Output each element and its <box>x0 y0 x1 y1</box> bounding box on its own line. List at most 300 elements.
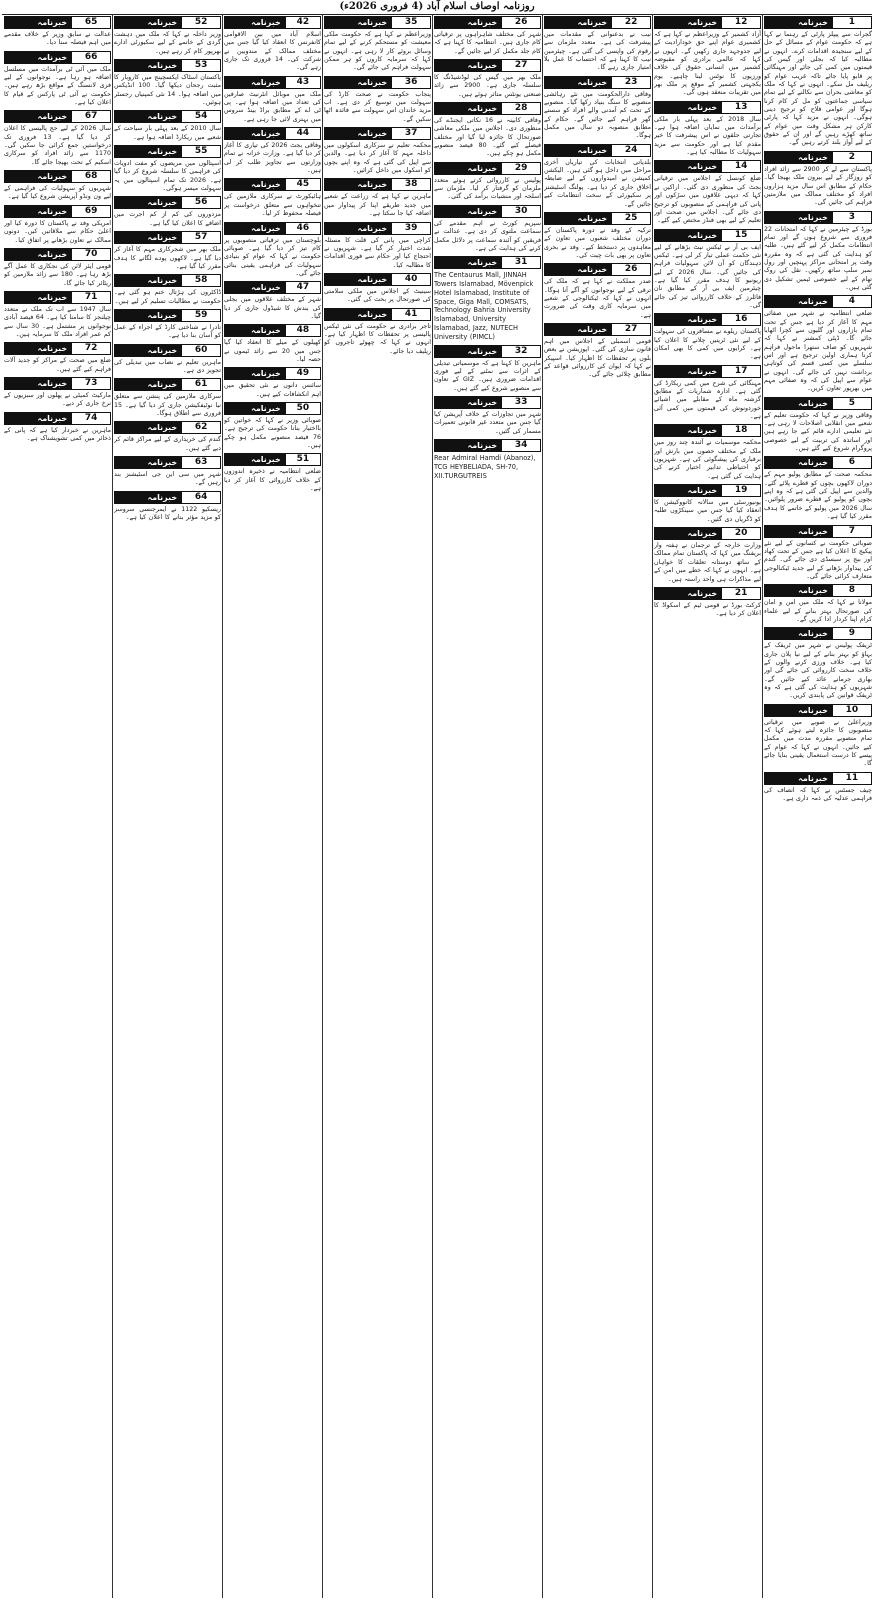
section-badge <box>545 264 612 275</box>
news-item-header <box>654 16 761 29</box>
section-label: خبرنامہ <box>687 230 718 240</box>
section-badge <box>655 230 722 241</box>
news-item <box>544 212 651 260</box>
section-label: خبرنامہ <box>147 457 178 467</box>
section-label: خبرنامہ <box>467 346 498 356</box>
news-item-body: گندم کی خریداری کے لیے مراکز قائم کر دیے گئے ہیں۔ <box>114 436 221 452</box>
news-item-number: 68 <box>72 171 110 182</box>
section-label: خبرنامہ <box>687 529 718 539</box>
section-badge <box>115 422 182 433</box>
news-item-body: اسپتالوں میں مریضوں کو مفت ادویات کی فراہمی کا سلسلہ شروع کر دیا گیا ہے۔ 2026 تک تمام اسپتالوں میں یہ سہولت میسر ہوگی۔ <box>114 160 221 193</box>
section-label: خبرنامہ <box>577 145 608 155</box>
news-item-number: 8 <box>833 585 871 596</box>
news-item-number: 56 <box>182 197 220 208</box>
news-item-number: 74 <box>72 413 110 424</box>
news-item-number: 71 <box>72 292 110 303</box>
section-label: خبرنامہ <box>37 172 68 182</box>
news-item-body: ملک بھر میں شجرکاری مہم کا آغاز کر دیا گیا ہے۔ لاکھوں پودے لگانے کا ہدف مقرر کیا گیا ہے۔ <box>114 246 221 270</box>
section-label: خبرنامہ <box>147 276 178 286</box>
news-item-number: 39 <box>392 223 430 234</box>
news-item-body: مہنگائی کی شرح میں کمی ریکارڈ کی گئی ہے۔ ادارہ شماریات کے مطابق گزشتہ ماہ کے مقابلے میں اشیائے خوردونوش کی قیمتوں میں کمی آئی ہے۔ <box>654 379 761 421</box>
news-item <box>114 421 221 453</box>
news-item-body: مارکیٹ کمیٹی نے پھلوں اور سبزیوں کے نرخ جاری کر دیے۔ <box>4 391 111 408</box>
news-item-header <box>114 274 221 287</box>
news-item-body: سپریم کورٹ نے اہم مقدمے کی سماعت ملتوی کر دی ہے۔ عدالت نے فریقین کو آئندہ سماعت پر دلائل مکمل کرنے کی ہدایت کی ہے۔ <box>434 219 541 252</box>
news-item-body: شہر میں تجاوزات کے خلاف آپریشن کیا گیا جس میں متعدد غیر قانونی تعمیرات مسمار کی گئیں۔ <box>434 410 541 435</box>
news-item-header <box>224 367 321 380</box>
news-item-number: 16 <box>722 314 760 325</box>
section-badge <box>225 368 286 379</box>
section-badge <box>765 526 833 537</box>
section-badge <box>655 485 722 496</box>
news-item-header <box>434 205 541 218</box>
news-item-header <box>224 453 321 466</box>
news-item-body: ضلع میں صحت کے مراکز کو جدید آلات فراہم کیے گئے ہیں۔ <box>4 357 111 373</box>
section-badge <box>765 296 833 307</box>
news-item-header <box>4 291 111 304</box>
news-item-body: آزاد کشمیر کے وزیراعظم نے کہا ہے کہ کشمیری عوام اپنے حق خودارادیت کے لیے جدوجہد جاری رکھیں گے۔ انہوں نے کہا کہ عالمی برادری کو مقبوضہ کشمیر میں انسانی حقوق کی خلاف ورزیوں کا نوٹس لینا چاہیے۔ یوم یکجہتی کشمیر کے موقع پر ملک بھر میں تقریبات منعقد ہوں گی۔ <box>654 31 761 97</box>
section-badge <box>655 161 722 172</box>
section-badge <box>545 145 612 156</box>
news-item-number: 24 <box>612 145 650 156</box>
news-item-body: بلوچستان میں ترقیاتی منصوبوں پر کام تیز کر دیا گیا ہے۔ صوبائی حکومت نے کہا کہ عوام کو بنیادی سہولیات کی فراہمی یقینی بنائی جائے گی۔ <box>224 236 321 277</box>
column-rule <box>542 14 543 1598</box>
news-item-header <box>434 345 541 358</box>
news-item-number: 33 <box>502 397 540 408</box>
news-item-header <box>224 127 321 140</box>
news-item-number: 67 <box>72 111 110 122</box>
news-item <box>654 484 761 524</box>
news-item <box>224 127 321 175</box>
news-item-body: مزدوروں کی کم از کم اجرت میں اضافے کا اعلان کیا گیا ہے۔ <box>114 211 221 227</box>
news-item <box>4 291 111 339</box>
news-item <box>764 211 872 293</box>
section-badge <box>325 223 392 234</box>
news-item-header <box>224 402 321 415</box>
news-item <box>654 101 761 158</box>
section-label: خبرنامہ <box>251 18 281 27</box>
section-label: خبرنامہ <box>687 486 718 496</box>
news-item-number: 43 <box>286 77 320 88</box>
news-item-body: وفاقی کابینہ نے 16 نکاتی ایجنڈے کی منظوری دی۔ اجلاس میں ملکی معاشی صورتحال کا جائزہ لیا گیا اور مختلف فیصلے کیے گئے۔ 80 فیصد منصوبے مکمل ہو چکے ہیں۔ <box>434 117 541 158</box>
news-item-body: ماہرین نے کہا ہے کہ زراعت کے شعبے میں جدید طریقے اپنا کر پیداوار میں اضافہ کیا جا سکتا ہے۔ <box>324 193 431 218</box>
section-badge <box>225 179 286 190</box>
news-item-body: ضلعی انتظامیہ نے ذخیرہ اندوزوں کے خلاف کارروائی کا آغاز کر دیا ہے۔ <box>224 468 321 493</box>
section-label: خبرنامہ <box>467 397 498 407</box>
section-badge <box>765 585 833 596</box>
news-item-header <box>224 222 321 235</box>
news-item-header <box>324 273 431 286</box>
news-item <box>324 127 431 175</box>
news-item-number: 34 <box>502 440 540 451</box>
news-item-header <box>114 344 221 357</box>
news-item-header <box>114 309 221 322</box>
news-item-header <box>114 231 221 244</box>
section-badge <box>765 705 833 716</box>
news-item <box>114 196 221 228</box>
news-item-body: تاجر برادری نے حکومت کی نئی ٹیکس پالیسی پر تحفظات کا اظہار کیا ہے۔ انہوں نے کہا کہ چھوٹے تاجروں کو ریلیف دیا جائے۔ <box>324 322 431 355</box>
news-item-body: پاکستان ریلوے نے مسافروں کی سہولت کے لیے نئی ٹرینیں چلانے کا اعلان کیا ہے۔ کرایوں میں کمی کا بھی امکان ہے۔ <box>654 328 761 361</box>
news-item-number: 21 <box>722 588 760 599</box>
section-badge <box>225 223 286 234</box>
news-item-body: سرکاری ملازمین کی پنشن سے متعلق نیا نوٹیفکیشن جاری کر دیا گیا ہے۔ 15 فروری سے اطلاق ہوگا۔ <box>114 393 221 417</box>
news-item <box>654 424 761 481</box>
news-item-body: نیب نے بدعنوانی کے مقدمات میں پیشرفت کی ہے۔ متعدد ملزمان سے رقوم کی واپسی کی گئی ہے۔ چیئرمین نیب کا کہنا ہے کہ احتساب کا عمل بلا امتیاز جاری رہے گا۔ <box>544 31 651 72</box>
section-label: خبرنامہ <box>798 705 828 715</box>
news-item <box>4 248 111 288</box>
news-item-number: 31 <box>502 257 540 268</box>
section-badge <box>765 773 833 784</box>
section-label: خبرنامہ <box>467 104 498 114</box>
news-item <box>224 324 321 364</box>
section-label: خبرنامہ <box>798 586 828 596</box>
section-badge <box>655 17 722 28</box>
section-badge <box>325 128 392 139</box>
news-item <box>434 102 541 159</box>
section-label: خبرنامہ <box>251 403 281 413</box>
news-item-number: 49 <box>286 368 320 379</box>
section-label: خبرنامہ <box>147 423 178 433</box>
news-item-header <box>654 160 761 173</box>
news-item-number: 20 <box>722 528 760 539</box>
news-item <box>764 704 872 769</box>
section-label: خبرنامہ <box>577 18 608 27</box>
section-label: خبرنامہ <box>357 18 388 27</box>
news-item <box>764 397 872 454</box>
section-label: خبرنامہ <box>687 18 718 27</box>
news-item-number: 4 <box>833 296 871 307</box>
news-item-number: 72 <box>72 343 110 354</box>
news-item <box>4 110 111 167</box>
news-item-number: 40 <box>392 274 430 285</box>
news-item <box>654 16 761 98</box>
section-badge <box>5 206 72 217</box>
section-label: خبرنامہ <box>251 77 281 87</box>
section-badge <box>655 528 722 539</box>
section-label: خبرنامہ <box>357 180 388 190</box>
news-item-body: ماہرین نے خبردار کیا ہے کہ پانی کے ذخائر میں کمی تشویشناک ہے۔ <box>4 426 111 442</box>
news-item-number: 46 <box>286 223 320 234</box>
news-item <box>654 527 761 584</box>
news-item-body: سال 2026 کے لیے حج پالیسی کا اعلان کر دیا گیا ہے۔ 13 فروری تک درخواستیں جمع کرائی جا سکیں گی۔ 1170 سے زائد افراد کو سرکاری اسکیم کے تحت بھیجا جائے گا۔ <box>4 125 111 166</box>
section-label: خبرنامہ <box>798 458 828 468</box>
news-item-header <box>324 16 431 29</box>
news-item-header <box>764 525 872 538</box>
news-item-header <box>224 281 321 294</box>
news-item <box>114 309 221 341</box>
news-item-body: ڈاکٹروں کی ہڑتال ختم ہو گئی ہے۔ حکومت نے مطالبات تسلیم کر لیے ہیں۔ <box>114 289 221 305</box>
section-label: خبرنامہ <box>687 162 718 172</box>
news-item-number: 35 <box>392 17 430 28</box>
section-badge <box>115 457 182 468</box>
section-badge <box>655 588 722 599</box>
news-item <box>4 377 111 409</box>
news-item-header <box>114 196 221 209</box>
section-badge <box>115 310 182 321</box>
section-badge <box>115 275 182 286</box>
news-item-number: 55 <box>182 146 220 157</box>
section-badge <box>765 17 833 28</box>
section-label: خبرنامہ <box>577 265 608 275</box>
section-badge <box>765 628 833 639</box>
news-item <box>224 453 321 493</box>
news-item-number: 10 <box>833 705 871 716</box>
news-item-body: سال 1947 سے اب تک ملک نے متعدد چیلنجز کا سامنا کیا ہے۔ 64 فیصد آبادی نوجوانوں پر مشتمل ہے۔ 30 سال سے کم عمر افراد ملک کا سرمایہ ہیں۔ <box>4 305 111 338</box>
section-label: خبرنامہ <box>687 102 718 112</box>
news-item <box>654 229 761 311</box>
section-badge <box>325 309 392 320</box>
news-item-number: 37 <box>392 128 430 139</box>
section-badge <box>225 403 286 414</box>
section-badge <box>435 257 502 268</box>
news-item-number: 26 <box>502 17 540 28</box>
section-label: خبرنامہ <box>37 206 68 216</box>
news-item-body: قومی اسمبلی کے اجلاس میں اہم قانون سازی کی گئی۔ اپوزیشن نے بعض بلوں پر تحفظات کا اظہار کیا۔ اسپیکر نے کہا کہ ایوان کی کارروائی قواعد کے مطابق چلائی جائے گی۔ <box>544 337 651 379</box>
news-item <box>324 273 431 305</box>
news-item <box>224 178 321 218</box>
section-label: خبرنامہ <box>37 112 68 122</box>
section-badge <box>115 232 182 243</box>
section-label: خبرنامہ <box>577 213 608 223</box>
news-item <box>224 367 321 399</box>
news-item-header <box>764 397 872 410</box>
news-item-body: سال 2018 کے بعد پہلی بار ملکی برآمدات میں نمایاں اضافہ ہوا ہے۔ تجارتی حلقوں نے اس پیشرفت کا خیر مقدم کیا ہے اور حکومت سے مزید سہولیات کا مطالبہ کیا ہے۔ <box>654 115 761 157</box>
column-6 <box>224 14 321 1598</box>
news-item-header <box>324 308 431 321</box>
news-item-body: ریسکیو 1122 نے ایمرجنسی سروسز کو مزید مؤثر بنانے کا اعلان کیا ہے۔ <box>114 505 221 521</box>
news-item-body: محکمہ موسمیات نے آئندہ چند روز میں ملک کے مختلف حصوں میں بارش اور برفباری کی پیشگوئی کی ہے۔ شہریوں کو احتیاطی تدابیر اختیار کرنے کی ہدایت کی گئی ہے۔ <box>654 439 761 480</box>
news-item <box>654 587 761 619</box>
section-label: خبرنامہ <box>37 413 68 423</box>
news-item-body: امریکی وفد نے پاکستان کا دورہ کیا اور اعلیٰ حکام سے ملاقاتیں کیں۔ دونوں ممالک نے تعاون بڑھانے پر اتفاق کیا۔ <box>4 219 111 244</box>
news-item <box>114 344 221 376</box>
section-badge <box>115 197 182 208</box>
news-item-header <box>764 16 872 29</box>
news-item <box>4 51 111 108</box>
news-item-body: ٹریفک پولیس نے شہر میں ٹریفک کے بہاؤ کو بہتر بنانے کے لیے نیا پلان جاری کیا ہے۔ خلاف ورزی کرنے والوں کے خلاف سخت کارروائی کی جائے گی اور بھاری جرمانے عائد کیے جائیں گے۔ شہریوں کو ہدایت کی گئی ہے کہ وہ ٹریفک قوانین کی پابندی کریں۔ <box>764 642 872 700</box>
news-item-header <box>544 16 651 29</box>
section-label: خبرنامہ <box>251 455 281 465</box>
news-item-body: ماہرین تعلیم نے نصاب میں تبدیلی کی تجویز دی ہے۔ <box>114 358 221 374</box>
section-label: خبرنامہ <box>147 233 178 243</box>
news-item-header <box>114 110 221 123</box>
news-item-header <box>324 222 431 235</box>
news-item-body: بورڈ کے چیئرمین نے کہا کہ امتحانات 22 فروری سے شروع ہوں گے اور تمام انتظامات مکمل کر لیے گئے ہیں۔ طلبہ کو ہدایت کی گئی ہے کہ وہ مقررہ وقت پر امتحانی مراکز پہنچیں اور رول نمبر سلپ ساتھ رکھیں۔ نقل کی روک تھام کے لیے خصوصی ٹیمیں تشکیل دی گئی ہیں۔ <box>764 225 872 291</box>
section-label: خبرنامہ <box>147 380 178 390</box>
news-item-header <box>434 256 541 269</box>
news-item-body: قومی ایئر لائن کی نجکاری کا عمل آگے بڑھ رہا ہے۔ 180 سے زائد ملازمین کو ریٹائر کیا جائے گا۔ <box>4 262 111 287</box>
section-label: خبرنامہ <box>147 147 178 157</box>
section-badge <box>435 103 502 114</box>
news-item <box>224 402 321 450</box>
column-4 <box>434 14 541 1598</box>
news-item-body: عدالت نے سابق وزیر کے خلاف مقدمے میں اہم فیصلہ سنا دیا۔ <box>4 31 111 47</box>
news-item-body: شہر کے مختلف علاقوں میں بجلی کی بندش کا شیڈول جاری کر دیا گیا۔ <box>224 296 321 320</box>
news-item-header <box>764 772 872 785</box>
news-item-body: Rear Admiral Hamdi (Abanoz), TCG HEYBELIADA, SH-70, XII.TURGUTREIS <box>434 453 536 480</box>
section-label: خبرنامہ <box>687 588 718 598</box>
section-badge <box>225 282 286 293</box>
news-item <box>4 342 111 374</box>
section-badge <box>5 413 72 424</box>
section-label: خبرنامہ <box>577 324 608 334</box>
news-item <box>324 308 431 356</box>
news-item-header <box>764 584 872 597</box>
news-item-number: 14 <box>722 161 760 172</box>
section-badge <box>115 146 182 157</box>
news-item <box>764 584 872 624</box>
news-item-number: 29 <box>502 163 540 174</box>
news-item <box>434 439 541 480</box>
section-label: خبرنامہ <box>467 258 498 268</box>
column-rule <box>322 14 323 1598</box>
section-label: خبرنامہ <box>251 283 281 293</box>
section-badge <box>655 314 722 325</box>
section-badge <box>5 17 72 28</box>
section-label: خبرنامہ <box>37 52 68 62</box>
news-item-header <box>4 205 111 218</box>
news-item-header <box>224 76 321 89</box>
news-item-body: The Centaurus Mall, JINNAH Towers Islamabad, Mövenpick Hotel Islamabad, Institute of Space, Giga Mall, COMSATS, Technology Bahria University Islamabad, University Islamabad, Jazz, NUTECH University (PIMCL) <box>434 271 534 341</box>
section-label: خبرنامہ <box>357 223 388 233</box>
news-item-body: شہریوں کو سہولیات کی فراہمی کے لیے ون ونڈو آپریشن شروع کیا گیا ہے۔ <box>4 185 111 201</box>
news-item-header <box>4 51 111 64</box>
news-item <box>114 274 221 306</box>
news-item <box>764 16 872 148</box>
section-badge <box>5 249 72 260</box>
news-item-body: اسلام آباد میں بین الاقوامی کانفرنس کا انعقاد کیا گیا جس میں مختلف ممالک کے مندوبین نے شرکت کی۔ 14 فروری تک جاری رہے گی۔ <box>224 31 321 72</box>
news-item-header <box>544 323 651 336</box>
section-label: خبرنامہ <box>147 112 178 122</box>
section-badge <box>435 163 502 174</box>
section-label: خبرنامہ <box>357 77 388 87</box>
news-item <box>224 16 321 73</box>
column-7 <box>114 14 221 1598</box>
section-label: خبرنامہ <box>251 129 281 139</box>
news-item-body: سال 2010 کے بعد پہلی بار سیاحت کے شعبے میں ریکارڈ اضافہ ہوا ہے۔ <box>114 125 221 141</box>
news-item-header <box>764 295 872 308</box>
news-item-body: ایف بی آر نے ٹیکس نیٹ بڑھانے کے لیے نئی حکمت عملی تیار کر لی ہے۔ ٹیکس دہندگان کو آن لائن سہولیات فراہم کی جائیں گی۔ سال 2026 کے لیے ریونیو کا ہدف مقرر کیا گیا ہے۔ چیئرمین ایف بی آر کے مطابق نان فائلرز کے خلاف کارروائی تیز کی جائے گی۔ <box>654 243 761 309</box>
section-label: خبرنامہ <box>687 366 718 376</box>
news-item <box>654 313 761 361</box>
news-item <box>114 16 221 56</box>
news-item-number: 60 <box>182 345 220 356</box>
news-item-body: وفاقی وزیر نے کہا کہ حکومت تعلیم کے شعبے میں انقلابی اصلاحات لا رہی ہے۔ نئے تعلیمی ادارے قائم کیے جا رہے ہیں اور اساتذہ کی تربیت کے لیے خصوصی پروگرام شروع کیے گئے ہیں۔ <box>764 411 872 453</box>
section-label: خبرنامہ <box>687 315 718 325</box>
news-item-header <box>114 491 221 504</box>
news-item <box>434 205 541 253</box>
news-item-number: 36 <box>392 77 430 88</box>
news-item-header <box>114 421 221 434</box>
section-label: خبرنامہ <box>577 77 608 87</box>
section-badge <box>325 179 392 190</box>
news-item-body: ملک میں آئی ٹی برآمدات میں مسلسل اضافہ ہو رہا ہے۔ نوجوانوں کے لیے فری لانسنگ کے مواقع بڑھ رہے ہیں۔ حکومت نے آئی ٹی پارکس کے قیام کا اعلان کیا ہے۔ <box>4 65 111 107</box>
news-item <box>114 231 221 271</box>
section-badge <box>5 378 72 389</box>
news-item-header <box>764 627 872 640</box>
column-rule <box>112 14 113 1598</box>
section-label: خبرنامہ <box>147 18 178 27</box>
section-badge <box>225 77 286 88</box>
section-badge <box>765 457 833 468</box>
news-item-number: 62 <box>182 422 220 433</box>
news-item-header <box>654 313 761 326</box>
section-badge <box>5 111 72 122</box>
news-item-number: 27 <box>502 60 540 71</box>
news-item-header <box>434 162 541 175</box>
section-badge <box>545 77 612 88</box>
news-item-header <box>114 378 221 391</box>
news-item-number: 26 <box>612 264 650 275</box>
news-item-number: 63 <box>182 457 220 468</box>
news-item-body: کرکٹ بورڈ نے قومی ٹیم کے اسکواڈ کا اعلان کر دیا ہے۔ <box>654 601 761 618</box>
section-badge <box>325 17 392 28</box>
news-item-number: 57 <box>182 232 220 243</box>
news-item-number: 22 <box>612 17 650 28</box>
section-badge <box>5 52 72 63</box>
news-item-number: 38 <box>392 179 430 190</box>
news-item-body: وزیر داخلہ نے کہا کہ ملک میں دہشت گردی کے خاتمے کے لیے سکیورٹی ادارے بھرپور کام کر رہے ہیں۔ <box>114 31 221 55</box>
section-badge <box>545 213 612 224</box>
news-item <box>434 162 541 202</box>
news-item-number: 27 <box>612 324 650 335</box>
news-item-body: شہر میں سی این جی اسٹیشنز بند رہیں گے۔ <box>114 470 221 487</box>
news-item <box>114 145 221 193</box>
news-item-body: صدر مملکت نے کہا ہے کہ ملک کی ترقی کے لیے نوجوانوں کو آگے آنا ہوگا۔ انہوں نے کہا کہ ٹیکنالوجی کے شعبے میں سرمایہ کاری وقت کی ضرورت ہے۔ <box>544 278 651 319</box>
news-item-header <box>4 170 111 183</box>
news-item-header <box>764 211 872 224</box>
section-label: خبرنامہ <box>798 526 828 536</box>
section-label: خبرنامہ <box>251 223 281 233</box>
section-badge <box>545 324 612 335</box>
news-item-number: 54 <box>182 111 220 122</box>
section-badge <box>765 152 833 163</box>
section-badge <box>655 102 722 113</box>
column-rule <box>652 14 653 1598</box>
news-item <box>224 281 321 321</box>
news-item <box>434 59 541 99</box>
news-item-body: وفاقی دارالحکومت میں نئے رہائشی منصوبے کا سنگ بنیاد رکھا گیا۔ منصوبے کے تحت کم آمدنی والے افراد کو سستے گھر فراہم کیے جائیں گے۔ حکام کے مطابق منصوبہ دو سال میں مکمل ہوگا۔ <box>544 90 651 140</box>
news-item-header <box>4 16 111 29</box>
news-item <box>544 144 651 209</box>
news-item-header <box>4 248 111 261</box>
news-item-number: 65 <box>72 17 110 28</box>
news-item-number: 25 <box>612 213 650 224</box>
news-item-header <box>4 110 111 123</box>
section-badge <box>225 454 286 465</box>
section-badge <box>765 212 833 223</box>
news-item-header <box>544 263 651 276</box>
section-badge <box>225 325 286 336</box>
news-item <box>764 525 872 582</box>
news-item-number: 11 <box>833 773 871 784</box>
news-item-body: یونیورسٹی میں سالانہ کانووکیشن کا انعقاد کیا گیا جس میں سینکڑوں طلبہ کو ڈگریاں دی گئیں۔ <box>654 499 761 523</box>
news-item <box>654 365 761 422</box>
section-badge <box>655 366 722 377</box>
news-item-body: چیف جسٹس نے کہا کہ انصاف کی فراہمی عدلیہ کی ذمہ داری ہے۔ <box>764 786 872 803</box>
news-item <box>544 323 651 380</box>
news-item-number: 58 <box>182 275 220 286</box>
news-item-number: 52 <box>182 17 220 28</box>
section-label: خبرنامہ <box>798 152 828 162</box>
news-item <box>764 772 872 804</box>
news-item-body: ملک بھر میں گیس کی لوڈشیڈنگ کا سلسلہ جاری ہے۔ 2900 سے زائد صنعتی یونٹس متاثر ہوئے ہیں۔ <box>434 74 541 98</box>
section-label: خبرنامہ <box>251 180 281 190</box>
news-item-number: 41 <box>392 309 430 320</box>
news-item-number: 1 <box>833 17 871 28</box>
news-item-number: 42 <box>286 17 320 28</box>
news-item-number: 12 <box>722 17 760 28</box>
